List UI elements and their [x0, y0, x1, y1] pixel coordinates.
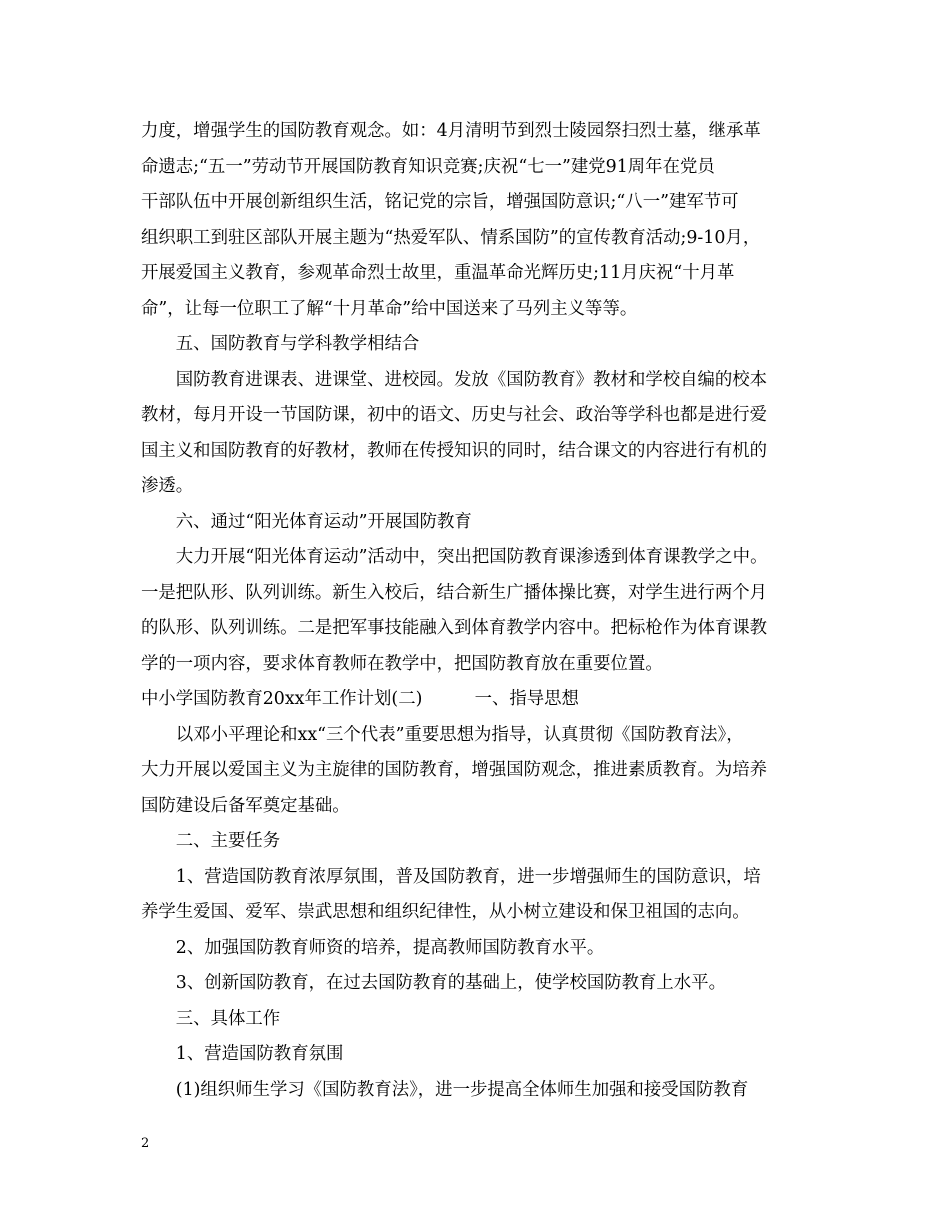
text-line: 国防建设后备军奠定基础。	[141, 796, 350, 816]
text-line: 一是把队形、队列训练。新生入校后，结合新生广播体操比赛，对学生进行两个月	[141, 583, 768, 603]
text-line: 3、创新国防教育，在过去国防教育的基础上，使学校国防教育上水平。	[141, 973, 726, 993]
text-line: 养学生爱国、爱军、崇武思想和组织纪律性，从小树立建设和保卫祖国的志向。	[141, 902, 750, 922]
text-line: 大力开展以爱国主义为主旋律的国防教育，增强国防观念，推进素质教育。为培养	[141, 760, 768, 780]
text-line: 力度，增强学生的国防教育观念。如：4月清明节到烈士陵园祭扫烈士墓，继承革	[141, 121, 761, 141]
text-line: 开展爱国主义教育，参观革命烈士故里，重温革命光辉历史;11月庆祝“十月革	[141, 263, 735, 283]
text-line: 大力开展“阳光体育运动”活动中，突出把国防教育课渗透到体育课教学之中。	[141, 547, 768, 567]
text-line: 国主义和国防教育的好教材，教师在传授知识的同时，结合课文的内容进行有机的	[141, 441, 768, 461]
subsection-heading: 1、营造国防教育氛围	[141, 1044, 344, 1064]
text-line: 命”，让每一位职工了解“十月革命”给中国送来了马列主义等等。	[141, 299, 638, 319]
section-heading: 二、主要任务	[141, 831, 281, 851]
page-number: 2	[141, 1136, 150, 1151]
section-heading: 六、通过“阳光体育运动”开展国防教育	[141, 512, 472, 532]
text-line: 学的一项内容，要求体育教师在教学中，把国防教育放在重要位置。	[141, 654, 663, 674]
text-line: 命遗志;“五一”劳动节开展国防教育知识竞赛;庆祝“七一”建党91周年在党员	[141, 157, 715, 177]
text-line: 1、营造国防教育浓厚氛围，普及国防教育，进一步增强师生的国防意识，培	[141, 867, 761, 887]
text-line: 教材，每月开设一节国防课，初中的语文、历史与社会、政治等学科也都是进行爱	[141, 405, 768, 425]
text-line: 渗透。	[141, 476, 194, 496]
text-line: 以邓小平理论和xx“三个代表”重要思想为指导，认真贯彻《国防教育法》，	[141, 725, 744, 745]
text-line: 的队形、队列训练。二是把军事技能融入到体育教学内容中。把标枪作为体育课教	[141, 618, 768, 638]
text-line: 2、加强国防教育师资的培养，提高教师国防教育水平。	[141, 938, 605, 958]
section-heading: 五、国防教育与学科教学相结合	[141, 334, 420, 354]
section-heading: 三、具体工作	[141, 1009, 281, 1029]
text-line: 组织职工到驻区部队开展主题为“热爱军队、情系国防”的宣传教育活动;9-10月，	[141, 228, 761, 248]
document-subtitle: 中小学国防教育20xx年工作计划(二) 一、指导思想	[141, 689, 579, 709]
text-line: 干部队伍中开展创新组织生活，铭记党的宗旨，增强国防意识;“八一”建军节可	[141, 192, 739, 212]
text-line: (1)组织师生学习《国防教育法》，进一步提高全体师生加强和接受国防教育	[141, 1080, 749, 1100]
text-line: 国防教育进课表、进课堂、进校园。发放《国防教育》教材和学校自编的校本	[141, 370, 768, 390]
